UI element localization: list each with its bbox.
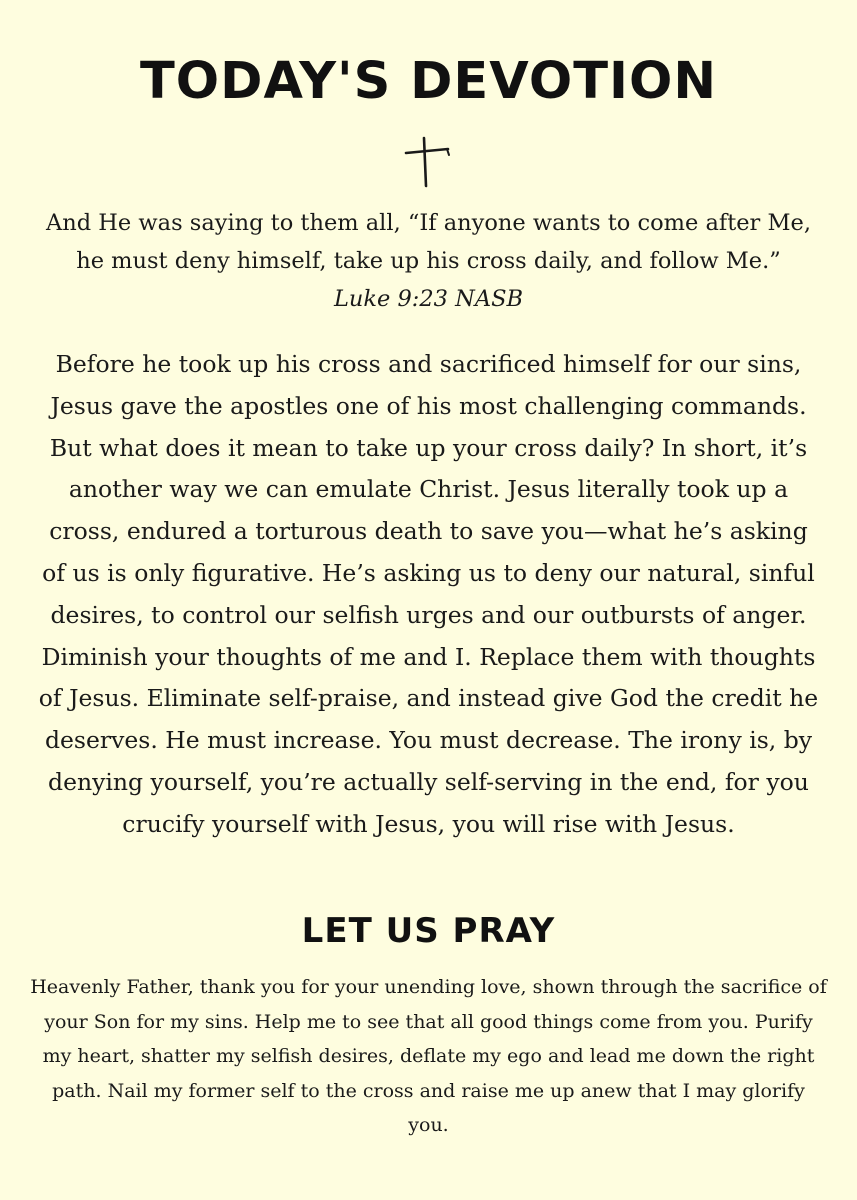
verse-reference: Luke 9:23 NASB	[333, 286, 524, 312]
prayer-text: Heavenly Father, thank you for your unending love, shown through the sacrifice of your Son for my sins. Help me to see that all good things come from you. Purify my heart, shatter my selfish desires, deflate my ego and lead me down the right path. Nail my former self to the cross and raise me up anew that I may glorify you.	[30, 976, 827, 1136]
verse-text: And He was saying to them all, “If anyone wants to come after Me, he must deny himself, take up his cross daily, and follow Me.”	[46, 210, 811, 274]
devotion-body: Before he took up his cross and sacrificed himself for our sins, Jesus gave the apostles one of his most challenging commands. But what does it mean to take up your cross daily? In short, it’s another way we can emulate Christ. Jesus literally took up a cross, endured a torturous death to save you—what he’s asking of us is only figurative. He’s asking us to deny our natural, sinful desires, to control our selfish urges and our outbursts of anger. Diminish your thoughts of me and I. Replace them with thoughts of Jesus. Eliminate self-praise, and instead give God the credit he deserves. He must increase. You must decrease. The irony is, by denying yourself, you’re actually self-serving in the end, for you crucify yourself with Jesus, you will rise with Jesus.	[38, 350, 819, 838]
cross-icon	[403, 136, 451, 188]
prayer-heading: LET US PRAY	[301, 911, 556, 951]
page-title: TODAY'S DEVOTION	[140, 52, 717, 111]
scripture-verse	[30, 204, 827, 318]
